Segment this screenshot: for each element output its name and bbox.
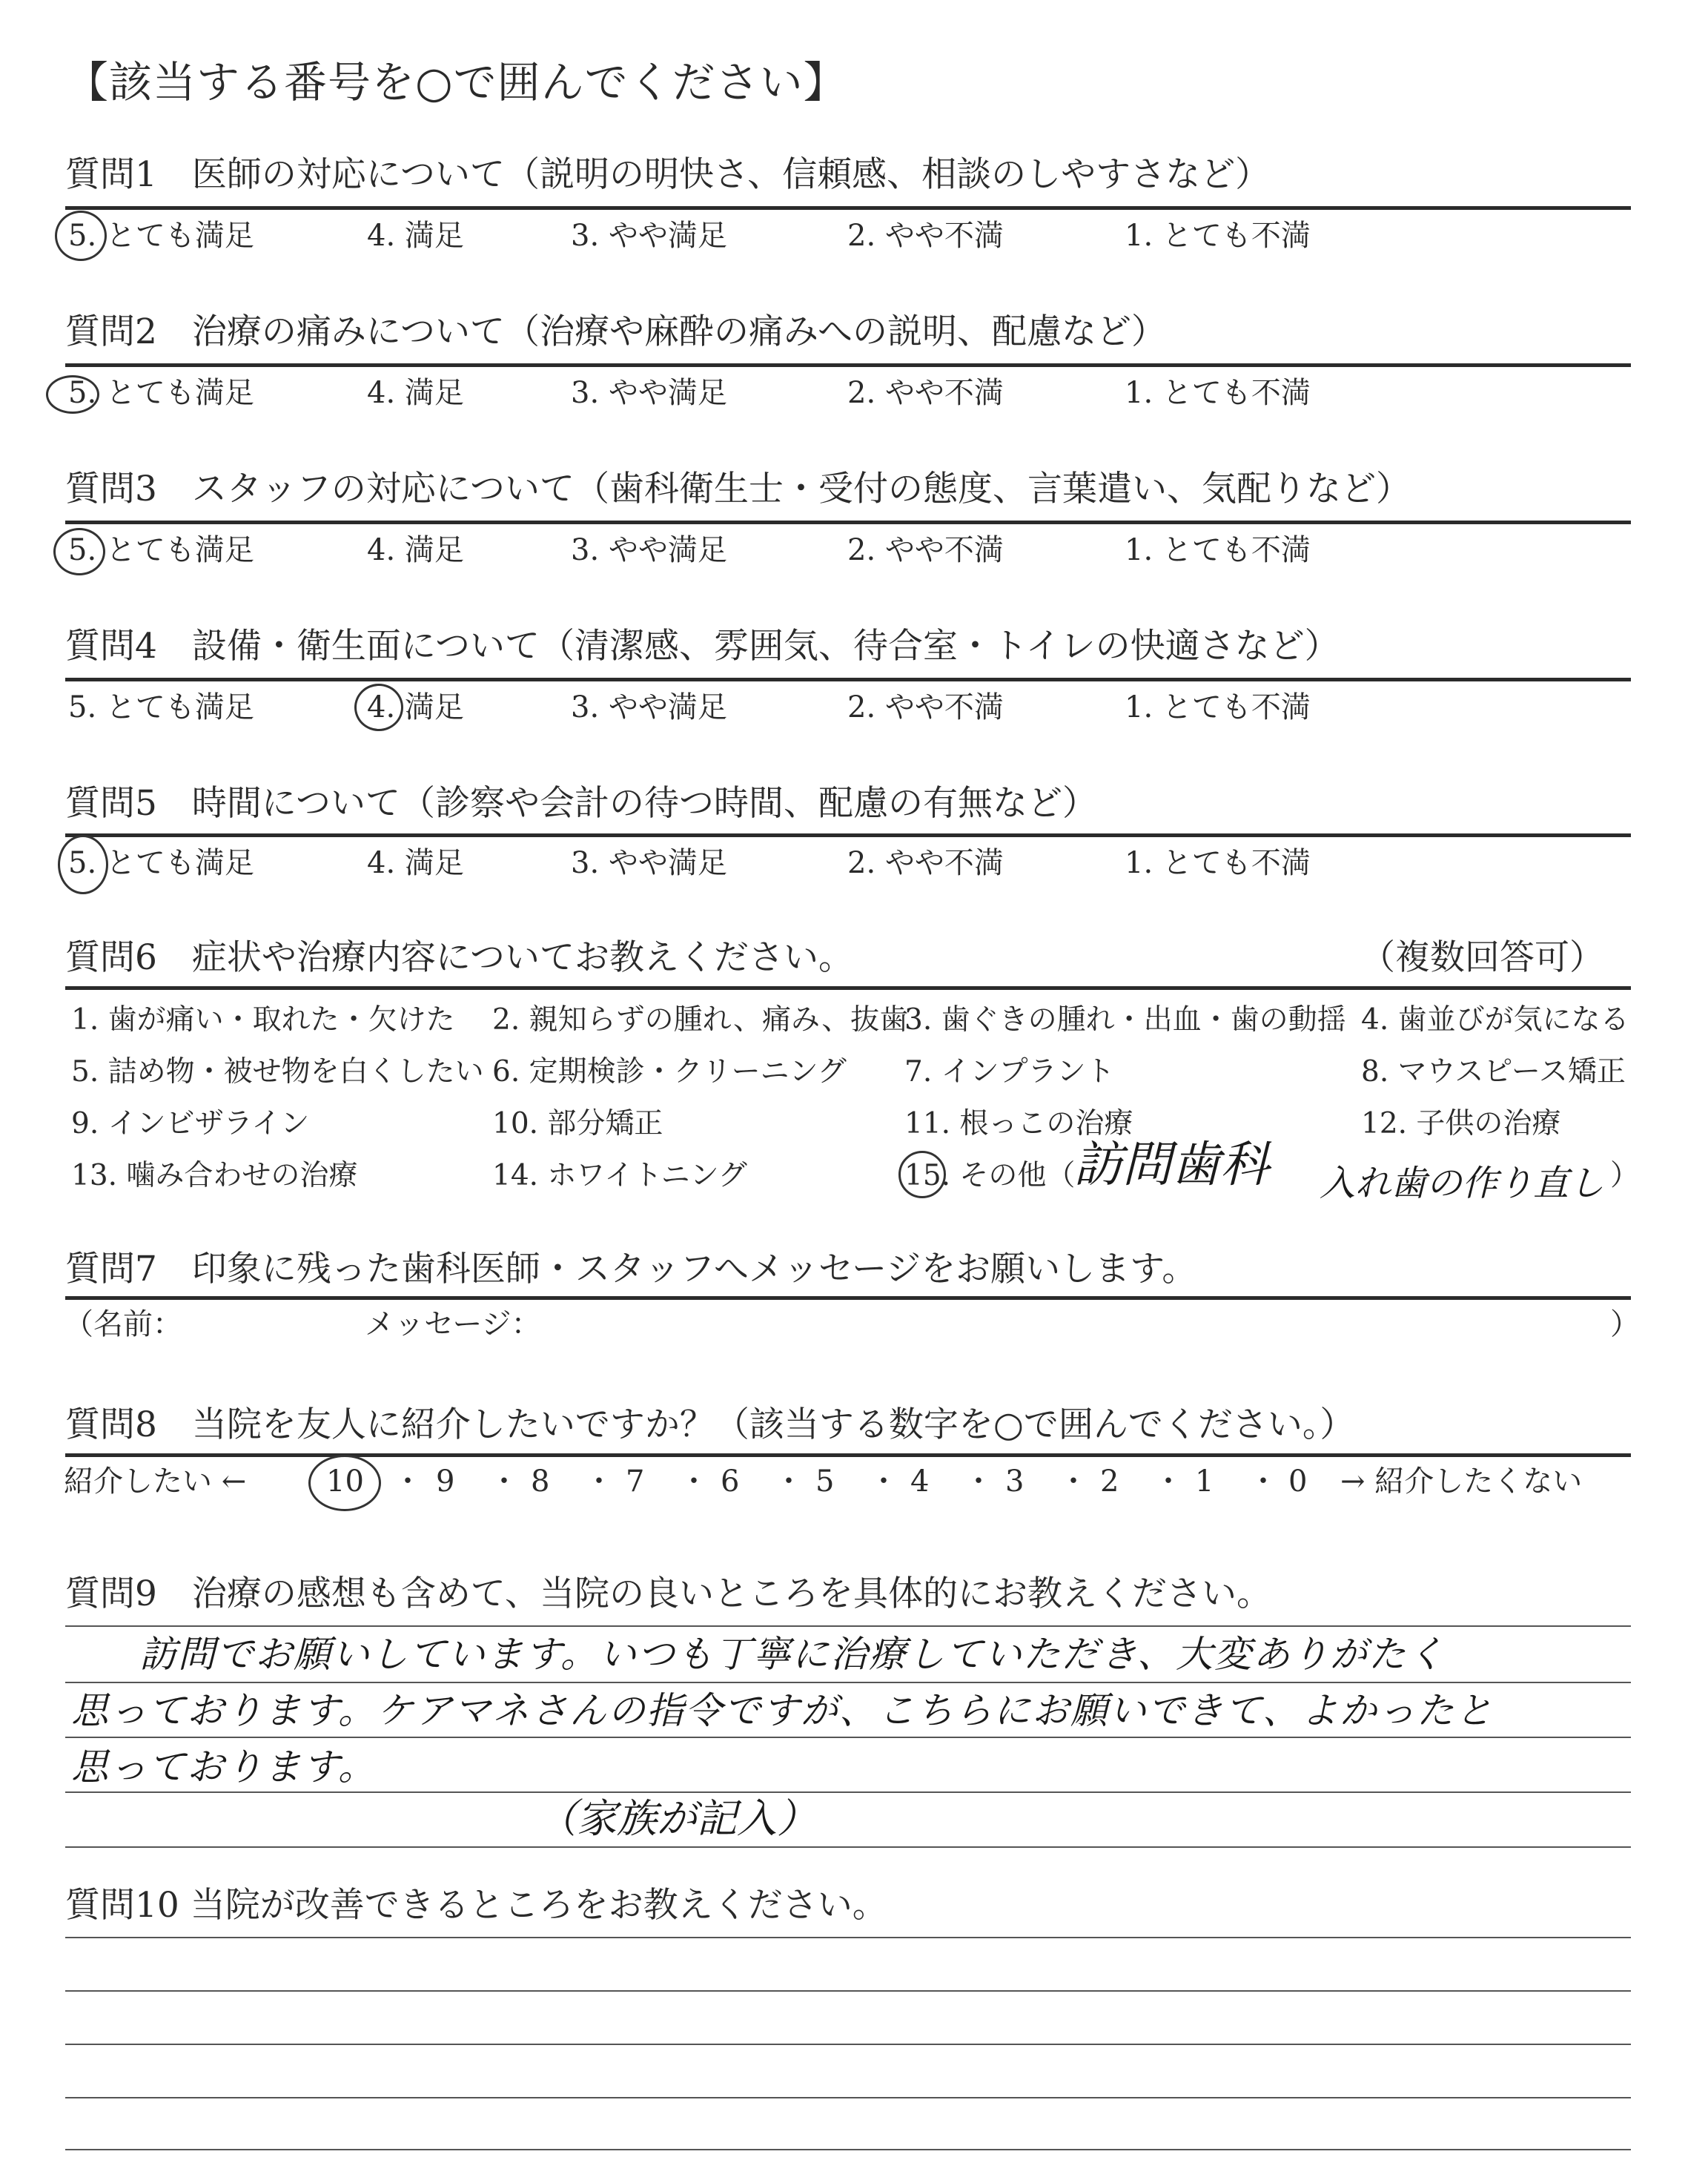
q8-dot: ・	[869, 1464, 898, 1499]
q8-dot: ・	[489, 1464, 519, 1499]
q1-option-1[interactable]: 1. とても不満	[1125, 219, 1311, 253]
q7-rule	[65, 1296, 1631, 1300]
q6-other-handwritten-2: 入れ歯の作り直し	[1320, 1163, 1605, 1204]
q2-selection-circle	[46, 375, 99, 414]
q1-option-2[interactable]: 2. やや不満	[847, 219, 1004, 253]
q8-scale-9[interactable]: 9	[436, 1464, 455, 1499]
q8-dot: ・	[964, 1464, 993, 1499]
q6-other-close: ）	[1610, 1159, 1640, 1192]
q9-answer-line	[65, 1791, 1631, 1793]
q8-dot: ・	[1153, 1464, 1183, 1499]
q6-item-4[interactable]: 4. 歯並びが気になる	[1361, 1003, 1629, 1037]
q1-option-5[interactable]: 5. とても満足	[68, 219, 254, 253]
q4-option-3[interactable]: 3. やや満足	[571, 690, 727, 724]
q2-title: 質問2 治療の痛みについて（治療や麻酔の痛みへの説明、配慮など）	[65, 311, 1167, 352]
q4-option-4[interactable]: 4. 満足	[367, 690, 464, 724]
q4-rule	[65, 678, 1631, 681]
q1-rule	[65, 206, 1631, 210]
q10-title: 質問10 当院が改善できるところをお教えください。	[65, 1885, 887, 1926]
q7-name-label: （名前：	[64, 1307, 182, 1341]
q6-item-12[interactable]: 12. 子供の治療	[1361, 1107, 1561, 1140]
q5-option-5[interactable]: 5. とても満足	[68, 846, 254, 880]
q4-selection-circle	[354, 684, 403, 731]
q6-other-handwritten-1: 訪問歯科	[1073, 1136, 1269, 1193]
q9-answer-line	[65, 1682, 1631, 1683]
q8-dot: ・	[393, 1464, 423, 1499]
q6-item-9[interactable]: 9. インビザライン	[71, 1107, 310, 1140]
q4-title: 質問4 設備・衛生面について（清潔感、雰囲気、待合室・トイレの快適さなど）	[65, 626, 1340, 667]
q8-dot: ・	[1059, 1464, 1088, 1499]
q10-answer-line	[65, 2097, 1631, 2098]
q2-option-3[interactable]: 3. やや満足	[571, 376, 727, 410]
q5-option-2[interactable]: 2. やや不満	[847, 846, 1004, 880]
q10-answer-line	[65, 1937, 1631, 1938]
q8-rule	[65, 1453, 1631, 1457]
q9-answer-line	[65, 1846, 1631, 1848]
q3-option-1[interactable]: 1. とても不満	[1125, 533, 1311, 567]
q8-scale-1[interactable]: 1	[1195, 1464, 1214, 1499]
form-header: 【該当する番号を○で囲んでください】	[65, 57, 847, 108]
q6-item-15[interactable]: 15. その他（	[904, 1159, 1076, 1192]
q5-selection-circle	[58, 835, 108, 894]
q1-title: 質問1 医師の対応について（説明の明快さ、信頼感、相談のしやすさなど）	[65, 154, 1271, 195]
q6-selection-circle	[898, 1151, 946, 1198]
q1-selection-circle	[55, 211, 107, 261]
q10-answer-line	[65, 2044, 1631, 2045]
q6-item-7[interactable]: 7. インプラント	[904, 1055, 1115, 1089]
q3-option-4[interactable]: 4. 満足	[367, 533, 464, 567]
q9-handwritten-line-3: 思っております。	[71, 1745, 377, 1789]
q6-note: （複数回答可）	[1360, 937, 1604, 978]
q8-scale-5[interactable]: 5	[815, 1464, 835, 1499]
q6-item-5[interactable]: 5. 詰め物・被せ物を白くしたい	[71, 1055, 484, 1089]
q6-item-6[interactable]: 6. 定期検診・クリーニング	[492, 1055, 847, 1089]
q6-item-14[interactable]: 14. ホワイトニング	[492, 1159, 747, 1192]
q6-item-11[interactable]: 11. 根っこの治療	[904, 1107, 1133, 1140]
q5-title: 質問5 時間について（診察や会計の待つ時間、配慮の有無など）	[65, 783, 1097, 824]
q8-scale-2[interactable]: 2	[1100, 1464, 1119, 1499]
q8-scale-0[interactable]: 0	[1288, 1464, 1308, 1499]
q2-option-1[interactable]: 1. とても不満	[1125, 376, 1311, 410]
q6-item-1[interactable]: 1. 歯が痛い・取れた・欠けた	[71, 1003, 455, 1037]
q6-item-2[interactable]: 2. 親知らずの腫れ、痛み、抜歯	[492, 1003, 909, 1037]
q8-scale-8[interactable]: 8	[531, 1464, 550, 1499]
q5-option-4[interactable]: 4. 満足	[367, 846, 464, 880]
q9-answer-line	[65, 1737, 1631, 1738]
q10-answer-line	[65, 1990, 1631, 1992]
q9-answer-line	[65, 1625, 1631, 1627]
q8-dot: ・	[679, 1464, 709, 1499]
q8-scale-10[interactable]: 10	[326, 1464, 364, 1499]
q8-dot: ・	[584, 1464, 614, 1499]
q6-rule	[65, 986, 1631, 990]
q8-scale-3[interactable]: 3	[1005, 1464, 1025, 1499]
q8-dot: ・	[774, 1464, 804, 1499]
q4-option-1[interactable]: 1. とても不満	[1125, 690, 1311, 724]
q5-option-1[interactable]: 1. とても不満	[1125, 846, 1311, 880]
q7-message-label: メッセージ：	[365, 1307, 541, 1341]
q2-option-5[interactable]: 5. とても満足	[68, 376, 254, 410]
q9-handwritten-line-1: 訪問でお願いしています。いつも丁寧に治療していただき、大変ありがたく	[139, 1633, 1446, 1676]
q1-option-3[interactable]: 3. やや満足	[571, 219, 727, 253]
q5-rule	[65, 833, 1631, 837]
q9-title: 質問9 治療の感想も含めて、当院の良いところを具体的にお教えください。	[65, 1573, 1271, 1614]
q8-left-label: 紹介したい ←	[64, 1464, 247, 1499]
q7-title: 質問7 印象に残った歯科医師・スタッフへメッセージをお願いします。	[65, 1249, 1197, 1289]
q6-item-8[interactable]: 8. マウスピース矯正	[1361, 1055, 1626, 1089]
q8-scale-4[interactable]: 4	[910, 1464, 930, 1499]
q8-scale-6[interactable]: 6	[721, 1464, 740, 1499]
q2-rule	[65, 363, 1631, 367]
q3-rule	[65, 521, 1631, 524]
q8-scale-7[interactable]: 7	[626, 1464, 645, 1499]
q4-option-2[interactable]: 2. やや不満	[847, 690, 1004, 724]
q1-option-4[interactable]: 4. 満足	[367, 219, 464, 253]
q5-option-3[interactable]: 3. やや満足	[571, 846, 727, 880]
q10-answer-line	[65, 2149, 1631, 2150]
q6-title: 質問6 症状や治療内容についてお教えください。	[65, 937, 853, 978]
q7-close: ）	[1610, 1307, 1640, 1341]
q3-option-3[interactable]: 3. やや満足	[571, 533, 727, 567]
q3-selection-circle	[53, 528, 105, 575]
q3-option-5[interactable]: 5. とても満足	[68, 533, 254, 567]
q3-option-2[interactable]: 2. やや不満	[847, 533, 1004, 567]
q6-item-13[interactable]: 13. 噛み合わせの治療	[71, 1159, 358, 1192]
q6-item-10[interactable]: 10. 部分矯正	[492, 1107, 663, 1140]
q2-option-2[interactable]: 2. やや不満	[847, 376, 1004, 410]
q6-item-3[interactable]: 3. 歯ぐきの腫れ・出血・歯の動揺	[904, 1003, 1346, 1037]
q9-handwritten-signature: （家族が記入）	[537, 1795, 817, 1842]
q8-title: 質問8 当院を友人に紹介したいですか？（該当する数字を○で囲んでください。）	[65, 1404, 1355, 1445]
q8-dot: ・	[1248, 1464, 1278, 1499]
q4-option-5[interactable]: 5. とても満足	[68, 690, 254, 724]
q9-handwritten-line-2: 思っております。ケアマネさんの指令ですが、こちらにお願いできて、よかったと	[71, 1689, 1494, 1732]
q2-option-4[interactable]: 4. 満足	[367, 376, 464, 410]
q3-title: 質問3 スタッフの対応について（歯科衛生士・受付の態度、言葉遣い、気配りなど）	[65, 469, 1411, 509]
q8-selection-circle	[308, 1455, 381, 1511]
q8-right-label: → 紹介したくない	[1340, 1464, 1583, 1499]
